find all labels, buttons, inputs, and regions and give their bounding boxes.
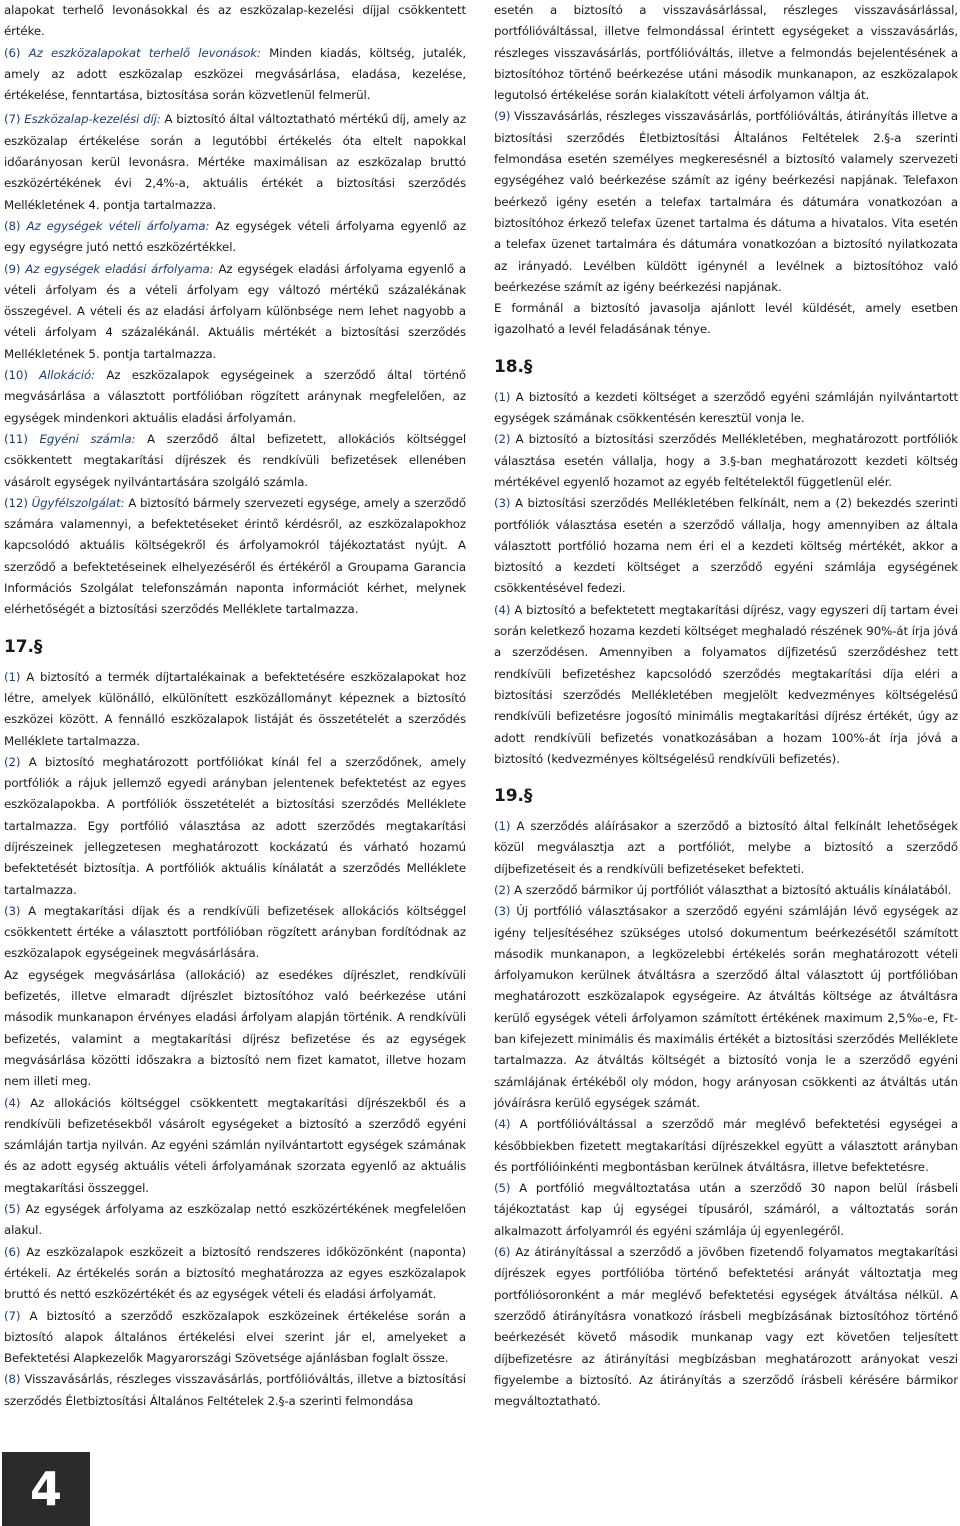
paragraph-number: (6) (494, 1245, 511, 1260)
paragraph-text: Visszavásárlás, részleges visszavásárlás, portfólióváltás, átirányítás illetve a biztosítási szerződés Életbiztosítási Általános Feltételek 2.§-a szerinti felmondása esetén személyes megkeresésnél a biztosító valamely szervezeti egységéhez való beérkezése számít az igény beérkezési napjának. Telefaxon beérkező igény esetén a telefax tartalmára és dátumára vonatkozóan a biztosítóhoz érkező telefax üzenet tartalma és dátuma a hivatalos. Vita esetén a telefax üzenet tartalmára és dátumára vonatkozóan a biztosító nyilatkozata az irányadó. Levélben küldött igénynél a levélnek a biztosítóhoz való beérkezése számít az igény beérkezési napjának. (494, 109, 958, 294)
paragraph-text: A megtakarítási díjak és a rendkívüli befizetések allokációs költséggel csökkentett értéke a választott portfólióban rögzített arányban fordítódnak az eszközalapok egységeinek megvásárlására. (4, 903, 466, 961)
paragraph-text: Az egységek árfolyama az eszközalap nettó eszközértékének megfelelően alakul. (4, 1202, 466, 1238)
paragraph-term: Az eszközalapokat terhelő levonások: (28, 45, 261, 60)
paragraph-text: A szerződés aláírásakor a szerződő a biztosító által felkínált lehetőségek közül megválasztja azt a portfóliót, melybe a biztosító a szerződő díjbefizetéseit és a rendkívüli befizetéseket befekteti. (494, 819, 958, 876)
paragraph-number: (4) (4, 1095, 21, 1110)
paragraph-text: A portfólióváltással a szerződő már meglévő befektetési egységei a későbbiekben fizetett megtakarítási díjrészekkel együtt a választott arányban és portfólióinkénti megbontásban kerülnek átváltásra, illetve befektetésre. (494, 1117, 958, 1174)
paragraph-text: Az átirányítással a szerződő a jövőben fizetendő folyamatos megtakarítási díjrészek egyes portfólióba történő befektetési arányát változtatja meg portfóliósoronként a már meglévő befektetési egységek átváltása nélkül. A szerződő átirányításra vonatkozó írásbeli megbízásának biztosítóhoz történő beérkezését követő második munkanap vagy ezt követően teljesített díjbefizetésre az átirányítási megbízásban meghatározott arányokat veszi figyelembe a biztosító. Az átirányítás a szerződő írásbeli kérésére bármikor megváltoztatható. (494, 1245, 958, 1409)
paragraph-text: A biztosító a termék díjtartalékainak a befektetésére eszközalapokat hoz létre, amelyek különálló, elkülönített eszközállományt képeznek a biztosító eszközei között. A fennálló eszközalapok listáját és összetételét a szerződés Melléklete tartalmazza. (4, 669, 466, 748)
left-intro: alapokat terhelő levonásokkal és az eszközalap-kezelési díjjal csökkentett értéke. (4, 3, 466, 39)
paragraph-term: Egyéni számla: (39, 431, 136, 446)
paragraph-text: A biztosító a befektetett megtakarítási díjrész, vagy egyszeri díj tartam évei során keletkező hozama kezdeti költséget meghaladó részének 90%-át írja jóvá a szerződésen. Amennyiben a folyamatos díjfizetésű szerződéshez tett rendkívüli befizetéshez kapcsolódó szerződés megtakarítási díja eléri a biztosítási szerződés Mellékletében megjelölt kedvezményes költségelésű rendkívüli befizetésre jogosító minimális megtakarítási díjrész értékét, úgy az adott rendkívüli befizetés vonatkozásában a hozam 100%-át írja jóvá a biztosító (kedvezményes költségelésű rendkívüli befizetés). (494, 602, 959, 766)
s18-paragraph-2 (494, 429, 958, 493)
s19-paragraph-5 (494, 1178, 958, 1242)
s17-paragraph-2 (4, 752, 466, 901)
paragraph-text: Az allokációs költséggel csökkentett megtakarítási díjrészekből és a rendkívüli befizetésekből vásárolt egységeket a biztosító a szerződő egyéni számláján tartja nyilván. Az egyéni számlán nyilvántartott egységek számának és az adott egység aktuális vételi árfolyamának szorzata egyenlő az aktuális megtakarítási összeggel. (4, 1095, 466, 1195)
left-column (4, 0, 466, 1412)
paragraph-number: (3) (494, 496, 511, 511)
s19-paragraph-4 (494, 1114, 958, 1178)
paragraph-text: Az egységek eladási árfolyama egyenlő a vételi árfolyam és a vételi árfolyam egy változó mértékű százalékának összegével. A vételi és az eladási árfolyam különbsége nem lehet nagyobb a vételi árfolyam 4 százalékánál. Aktuális mértékét a biztosítási szerződés Mellékletének 5. pontja tartalmazza. (4, 261, 466, 361)
paragraph-text: A biztosító által változtatható mértékű díj, amely az eszközalap értékelése során a legutóbbi értékelés óta eltelt napokkal időarányosan kerül levonásra. Mértéke maximálisan az eszközalap bruttó eszközértékének évi 2,4%-a, aktuális értékét a biztosítási szerződés Mellékletének 4. pontja tartalmazza. (4, 112, 466, 212)
paragraph-text: Új portfólió választásakor a szerződő egyéni számláján lévő egységek az igény teljesítéséhez szükséges utolsó dokumentum beérkezésétől számított második munkanapon, a legközelebbi értékelés során meghatározott vételi árfolyamukon kerülnek átváltásra a szerződő által választott új portfólióban meghatározott eszközalapok egységeire. Az átváltás költsége az átváltásra kerülő egységek vételi árfolyamon számított értékének maximum 2,5‰-e, Ft-ban kifejezett minimális és maximális értékét a biztosítási szerződés Melléklete tartalmazza. Az átváltás költségét a biztosító vonja le a szerződő egyéni számlájának értékéből oly módon, hogy arányosan csökkenti az átváltás után jóváírásra kerülő egységek számát. (494, 904, 958, 1110)
paragraph-number: (5) (494, 1181, 511, 1196)
s17-paragraph-1 (4, 667, 466, 752)
paragraph-number: (1) (494, 389, 511, 404)
paragraph-term: Allokáció: (39, 368, 96, 383)
paragraph-text: A biztosítási szerződés Mellékletében felkínált, nem a (2) bekezdés szerinti portfóliók választása esetén a szerződő vállalja, hogy amennyiben az általa választott portfólió hozama nem éri el a kezdeti költség mértékét, akkor a biztosító a kezdeti költséget a szerződő egyéni számlája egységének csökkentésével fedezi. (494, 496, 958, 596)
paragraph-number: (1) (4, 669, 21, 684)
paragraph-text: A portfólió megváltoztatása után a szerződő 30 napon belül írásbeli tájékoztatást kap új egységei típusáról, számáról, a változtatás során alkalmazott árfolyamról és egyéni számlája új egyenlegéről. (494, 1181, 959, 1238)
paragraph-text: A biztosító a szerződő eszközalapok eszközeinek értékelése során a biztosító alapok általános értékelési elvei szerint jár el, amelyeket a Befektetési Alapkezelők Magyarországi Szövetsége ajánlásban foglalt össze. (4, 1308, 466, 1366)
paragraph-text: Az eszközalapok egységeinek a szerződő által történő megvásárlása a választott portfólióban rögzített aránynak megfelelően, az egységek mindenkori aktuális eladási árfolyamán. (4, 368, 467, 425)
paragraph-term: Eszközalap-kezelési díj: (24, 112, 161, 127)
s19-paragraph-3 (494, 901, 958, 1114)
paragraph-text: Minden kiadás, költség, jutalék, amely az adott eszközalap eszközei megvásárlása, eladása, kezelése, értékelése, fenntartása, biztosítása során közvetlenül felmerül. (4, 45, 466, 103)
paragraph-text: Visszavásárlás, részleges visszavásárlás, portfólióváltás, illetve a biztosítási szerződés Életbiztosítási Általános Feltételek 2.§-a szerinti felmondása (4, 1372, 466, 1408)
paragraph-number: (12) (4, 495, 28, 510)
section-heading-18: 18.§ (494, 356, 533, 377)
paragraph-number: (8) (4, 218, 21, 233)
s19-paragraph-2 (494, 880, 958, 901)
s18-paragraph-3 (494, 493, 958, 599)
paragraph-number: (3) (494, 904, 511, 919)
paragraph-number: (4) (494, 602, 511, 617)
s17-paragraph-8 (4, 1369, 466, 1412)
paragraph-9-note (494, 298, 958, 341)
right-column (494, 0, 958, 1412)
paragraph-8 (4, 216, 466, 259)
paragraph-text: A biztosító meghatározott portfóliókat kínál fel a szerződőnek, amely portfóliók a rájuk jellemző egyedi arányban jelentenek befektetést az egyes eszközalapokba. A portfóliók összetételét a biztosítási szerződés Melléklete tartalmazza. Egy portfólió választása az adott szerződés megtakarítási díjrészeinek jellegzetesen meghatározott kockázatú és várható hozamú befektetését biztosítja. A portfóliók aktuális kínálatát a szerződés Melléklete tartalmazza. (4, 754, 466, 897)
paragraph-number: (7) (4, 112, 21, 127)
paragraph-number: (2) (494, 432, 511, 447)
paragraph-number: (5) (4, 1202, 21, 1217)
paragraph-12 (4, 493, 466, 621)
s17-paragraph-5 (4, 1199, 466, 1242)
page-number-badge (2, 1452, 90, 1526)
paragraph-text: A biztosító bármely szervezeti egysége, amely a szerződő számára valamennyi, a befektetéseket érintő kérdésről, az eszközalapokhoz kapcsolódó aktuális költségekről és árfolyamokról tájékoztatást nyújt. A szerződő a befektetéseinek elhelyezéséről és értékéről a Groupama Garancia Információs Szolgálat telefonszámán naponta információt kérhet, melynek elérhetőségét a biztosítási szerződés Melléklete tartalmazza. (4, 495, 466, 617)
paragraph-number: (9) (494, 109, 511, 124)
paragraph-number: (6) (4, 45, 21, 60)
paragraph-text: Az egységek megvásárlása (allokáció) az esedékes díjrészlet, rendkívüli befizetés, illetve elmaradt díjrészlet biztosítóhoz való beérkezése utáni második munkanapon érvényes eladási árfolyam alapján történik. A rendkívüli befizetés, valamint a megtakarítási díjrész befizetése és az egységek megvásárlása közötti időszakra a biztosító nem fizet kamatot, illetve hozam nem illeti meg. (4, 967, 466, 1089)
s19-paragraph-6 (494, 1242, 958, 1412)
s17-paragraph-3-cont (4, 965, 466, 1093)
paragraph-6 (4, 43, 466, 107)
paragraph-text: A szerződő bármikor új portfóliót választhat a biztosító aktuális kínálatából. (514, 882, 952, 897)
paragraph-number: (1) (494, 819, 511, 834)
s17-paragraph-6 (4, 1242, 466, 1306)
right-intro: esetén a biztosító a visszavásárlással, részleges visszavásárlással, portfólióváltással, illetve felmondással érintett egységeket a visszavásárlás, részleges visszavásárlás, portfólióváltás, illetve a felmondás bejelentésének a biztosítóhoz történő beérkezése utáni második munkanapon, az eszközalapok legutolsó értékelése során kialakított vételi árfolyamon váltja át. (494, 3, 958, 103)
paragraph-text: Az eszközalapok eszközeit a biztosító rendszeres időközönként (naponta) értékeli. Az értékelés során a biztosító meghatározza az egyes eszközalapok bruttó és nettó eszközértékét és az egységek vételi és eladási árfolyamát. (4, 1244, 466, 1302)
paragraph-number: (2) (4, 754, 21, 769)
s18-paragraph-4 (494, 600, 958, 770)
paragraph-number: (6) (4, 1244, 21, 1259)
paragraph-number: (8) (4, 1372, 21, 1387)
s17-paragraph-7 (4, 1306, 466, 1370)
page-number: 4 (29, 1462, 62, 1516)
paragraph-7 (4, 109, 466, 215)
paragraph-term: Az egységek eladási árfolyama: (25, 261, 214, 276)
s18-paragraph-1 (494, 387, 958, 430)
paragraph-number: (2) (494, 882, 511, 897)
s17-paragraph-3 (4, 901, 466, 965)
paragraph-9-right (494, 106, 958, 298)
paragraph-number: (10) (4, 368, 28, 383)
s17-paragraph-4 (4, 1093, 466, 1199)
paragraph-text: E formánál a biztosító javasolja ajánlott levél küldését, amely esetben igazolható a levél feladásának ténye. (494, 301, 958, 337)
section-heading-19: 19.§ (494, 786, 533, 807)
paragraph-text: A biztosító a biztosítási szerződés Mellékletében, meghatározott portfóliók választása esetén vállalja, hogy a 3.§-ban meghatározott kezdeti költség mértékével egyenlő hozamot az egyéb feltételektől függetlenül elér. (494, 432, 958, 489)
paragraph-number: (4) (494, 1117, 511, 1132)
paragraph-11 (4, 429, 466, 493)
section-heading-17: 17.§ (4, 636, 43, 657)
paragraph-9 (4, 259, 466, 365)
paragraph-number: (7) (4, 1308, 21, 1323)
paragraph-text: A szerződő által befizetett, allokációs költséggel csökkentett megtakarítási díjrészek és rendkívüli befizetések ellenében vásárolt egységek nyilvántartására szolgáló számla. (4, 431, 467, 489)
paragraph-term: Ügyfélszolgálat: (31, 495, 125, 510)
paragraph-term: Az egységek vételi árfolyama: (26, 218, 210, 233)
paragraph-number: (9) (4, 261, 21, 276)
paragraph-number: (11) (4, 431, 28, 446)
s19-paragraph-1 (494, 816, 958, 880)
paragraph-number: (3) (4, 903, 21, 918)
paragraph-10 (4, 365, 466, 429)
paragraph-text: Az egységek vételi árfolyama egyenlő az egy egységre jutó nettó eszközértékkel. (4, 218, 466, 255)
paragraph-text: A biztosító a kezdeti költséget a szerződő egyéni számláján nyilvántartott egységek számának csökkentésén keresztül vonja le. (494, 389, 958, 426)
